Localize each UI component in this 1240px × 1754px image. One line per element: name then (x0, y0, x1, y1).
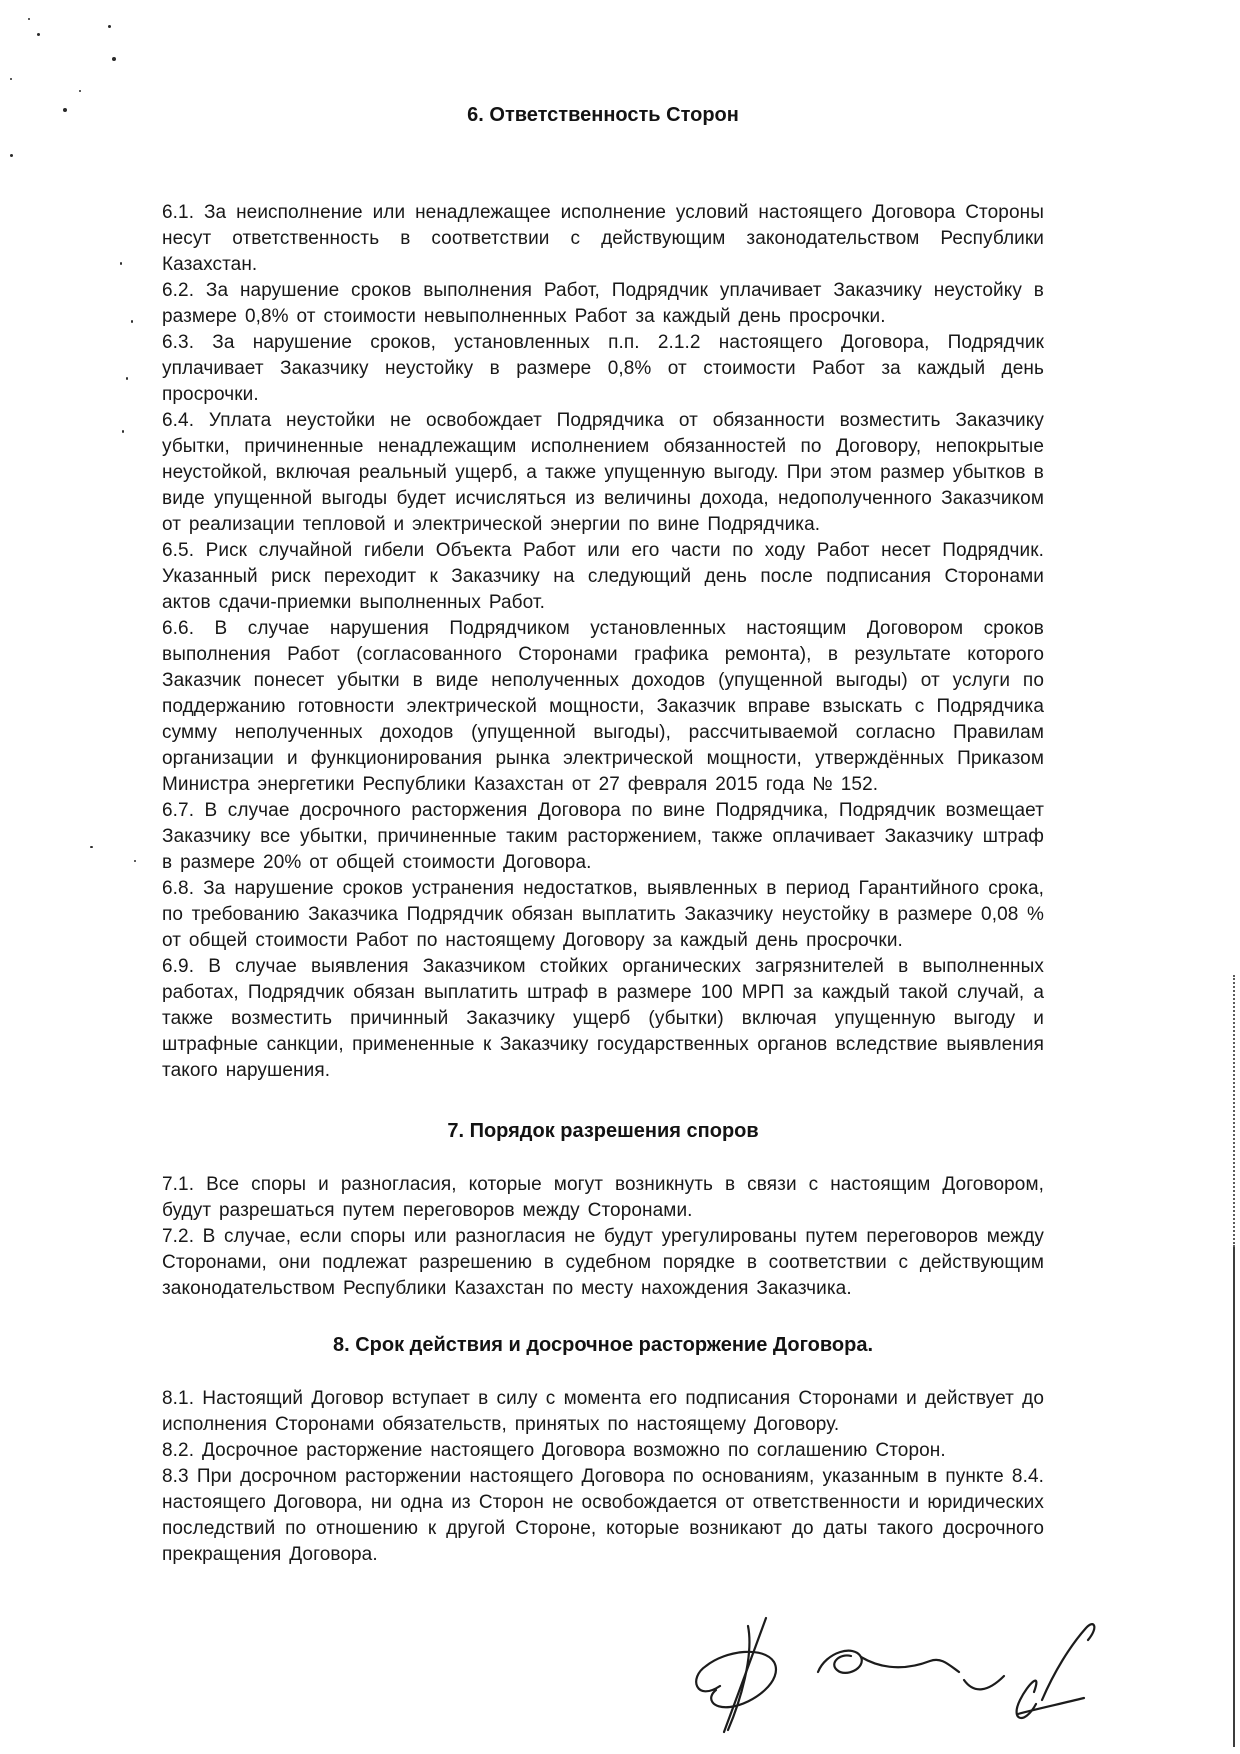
section-term-and-termination (162, 1332, 1044, 1568)
scan-speck (10, 78, 12, 80)
scan-speck (10, 154, 13, 157)
section-6-heading: 6. Ответственность Сторон (467, 104, 739, 126)
contract-text-block (162, 0, 1044, 1568)
clause-6-8: 6.8. За нарушение сроков устранения недостатков, выявленных в период Гарантийного срока, по требованию Заказчика Подрядчик обязан выплатить Заказчику неустойку в размере 0,08 % от общей стоимости Работ по настоящему Договору за каждый день просрочки. (162, 878, 1044, 951)
clause-6-5: 6.5. Риск случайной гибели Объекта Работ или его части по ходу Работ несет Подрядчик. Указанный риск переходит к Заказчику на следующий день после подписания Сторонами актов сдачи-приемки выполненных Работ. (162, 540, 1044, 613)
section-7-heading: 7. Порядок разрешения споров (447, 1120, 759, 1142)
scan-speck (131, 320, 133, 323)
clause-6-7: 6.7. В случае досрочного расторжения Договора по вине Подрядчика, Подрядчик возмещает Заказчику все убытки, причиненные таким расторжением, также оплачивает Заказчику штраф в размере 20% от общей стоимости Договора. (162, 800, 1044, 873)
clause-6-2: 6.2. За нарушение сроков выполнения Работ, Подрядчик уплачивает Заказчику неустойку в размере 0,8% от стоимости невыполненных Работ за каждый день просрочки. (162, 280, 1044, 327)
clause-8-2: 8.2. Досрочное расторжение настоящего Договора возможно по соглашению Сторон. (162, 1440, 946, 1461)
scan-speck (112, 57, 116, 61)
signatures-ink-area (668, 1608, 1108, 1754)
section-disputes (162, 1118, 1044, 1302)
scan-speck (37, 33, 40, 36)
clause-6-4: 6.4. Уплата неустойки не освобождает Подрядчика от обязанности возместить Заказчику убытки, причиненные ненадлежащим исполнением обязанностей по Договору, непокрытые неустойкой, включая реальный ущерб, а также упущенную выгоду. При этом размер убытков в виде упущенной выгоды будет исчисляться из величины дохода, недополученного Заказчиком от реализации тепловой и электрической энергии по вине Подрядчика. (162, 410, 1044, 535)
signature-ink-middle (818, 1651, 1004, 1690)
clause-6-3: 6.3. За нарушение сроков, установленных п.п. 2.1.2 настоящего Договора, Подрядчик уплачивает Заказчику неустойку в размере 0,8% от стоимости Работ за каждый день просрочки. (162, 332, 1044, 405)
scan-speck (134, 860, 136, 862)
clause-7-1: 7.1. Все споры и разногласия, которые могут возникнуть в связи с настоящим Договором, будут разрешаться путем переговоров между Сторонами. (162, 1174, 1044, 1221)
scan-speck (120, 262, 122, 265)
signature-ink-right (1017, 1624, 1095, 1718)
signature-ink-left (696, 1618, 776, 1732)
scan-speck (79, 90, 81, 92)
scan-speck (90, 846, 93, 848)
clause-8-3: 8.3 При досрочном расторжении настоящего Договора по основаниям, указанным в пункте 8.4. настоящего Договора, ни одна из Сторон не освобождается от ответственности и юридических последствий по отношению к другой Стороне, которые возникают до даты такого досрочного прекращения Договора. (162, 1466, 1044, 1565)
scan-speck (63, 108, 67, 112)
clause-6-9: 6.9. В случае выявления Заказчиком стойких органических загрязнителей в выполненных работах, Подрядчик обязан выплатить штраф в размере 100 МРП за каждый такой случай, а также возместить причинный Заказчику ущерб (убытки) включая упущенную выгоду и штрафные санкции, примененные к Заказчику государственных органов вследствие выявления такого нарушения. (162, 956, 1044, 1081)
clause-6-6: 6.6. В случае нарушения Подрядчиком установленных настоящим Договором сроков выполнения Работ (согласованного Сторонами графика ремонта), в результате которого Заказчик понесет убытки в виде неполученных доходов (упущенной выгоды) от услуги по поддержанию готовности электрической мощности, Заказчик вправе взыскать с Подрядчика сумму неполученных доходов (упущенной выгоды), рассчитываемой согласно Правилам организации и функционирования рынка электрической мощности, утверждённых Приказом Министра энергетики Республики Казахстан от 27 февраля 2015 года № 152. (162, 618, 1044, 795)
scan-speck (28, 18, 30, 20)
clause-6-1: 6.1. За неисполнение или ненадлежащее исполнение условий настоящего Договора Стороны несут ответственность в соответствии с действующим законодательством Республики Казахстан. (162, 202, 1044, 275)
section-responsibility (162, 102, 1044, 1084)
scan-edge-line-solid (1233, 1247, 1235, 1747)
scan-speck (108, 25, 111, 28)
clause-7-2: 7.2. В случае, если споры или разногласия не будут урегулированы путем переговоров между Сторонами, они подлежат разрешению в судебном порядке в соответствии с действующим законодательством Республики Казахстан по месту нахождения Заказчика. (162, 1226, 1044, 1299)
scan-speck (122, 430, 124, 433)
section-8-heading: 8. Срок действия и досрочное расторжение Договора. (332, 1334, 874, 1356)
clause-8-1: 8.1. Настоящий Договор вступает в силу с момента его подписания Сторонами и действует до исполнения Сторонами обязательств, принятых по настоящему Договору. (162, 1388, 1044, 1435)
scan-edge-line-dotted (1233, 975, 1235, 1247)
scan-speck (126, 377, 128, 380)
